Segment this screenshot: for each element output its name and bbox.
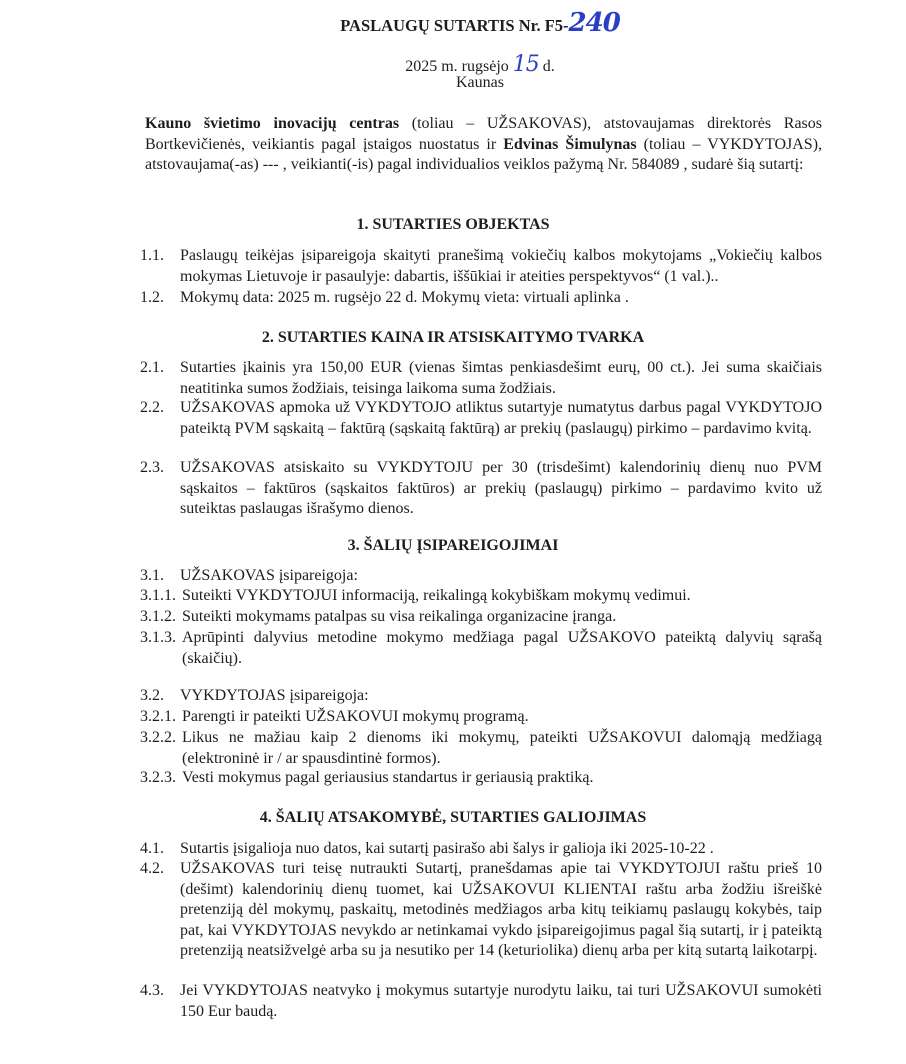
handwritten-day: 15 <box>512 52 539 77</box>
clause <box>140 768 822 789</box>
clause-text: Mokymų data: 2025 m. rugsėjo 22 d. Mokymų vieta: virtuali aplinka . <box>180 289 629 306</box>
clause <box>140 398 822 439</box>
clause-number: 2.1. <box>140 359 164 376</box>
clause-text: UŽSAKOVAS turi teisę nutraukti Sutartį, pranešdamas apie tai VYKDYTOJUI raštu prieš 10 (dešimt) kalendorinių dienų tuomet, kai UŽSAKOVUI KLIENTAI raštu arba žodžiu išreiškė pretenziją dėl mokymų, paskaitų, metodinės medžiagos arba kitų teikiamų paslaugų kokybės, taip pat, kai VYKDYTOJAS nevykdo ar netinkamai vykdo įsipareigojimus pagal šią sutartį, ir į pateiktą pretenziją neatsižvelgė arba su ja nesutiko per 14 (keturiolika) dienų arba per kitą sutartą laikotarpį. <box>180 860 822 959</box>
clause-text: UŽSAKOVAS atsiskaito su VYKDYTOJU per 30 (trisdešimt) kalendorinių dienų nuo PVM sąskaitos – faktūros (sąskaitos faktūros) ar prekių (paslaugų) pirkimo – pardavimo kvito už suteiktas paslaugas išrašymo dienos. <box>180 459 822 517</box>
clause-number: 3.2. <box>140 687 164 704</box>
section-heading: 3. ŠALIŲ ĮSIPAREIGOJIMAI <box>347 537 559 554</box>
clause <box>140 566 822 587</box>
date-suffix: d. <box>542 58 555 75</box>
section-heading: 4. ŠALIŲ ATSAKOMYBĖ, SUTARTIES GALIOJIMAS <box>259 809 647 826</box>
clause <box>140 686 822 707</box>
clause <box>140 707 822 728</box>
clause-text: Jei VYKDYTOJAS neatvyko į mokymus sutartyje nurodytu laiku, tai turi UŽSAKOVUI sumokėti 150 Eur baudą. <box>180 982 822 1020</box>
clause <box>140 981 822 1022</box>
clause <box>140 859 822 962</box>
party-name: Edvinas Šimulynas <box>503 135 637 153</box>
clause <box>140 458 822 520</box>
clause-number: 3.1.3. <box>140 629 176 646</box>
intro-text: (toliau – UŽSAKOVAS), atstovaujamas direktorės Rasos Bortkevičienės, veikiantis pagal įstaigos nuostatus ir <box>145 115 822 153</box>
clause-number: 3.1.1. <box>140 587 176 604</box>
clause-number: 4.3. <box>140 982 164 999</box>
clause-number: 3.1.2. <box>140 608 176 625</box>
clause-text: Suteikti mokymams patalpas su visa reikalinga organizacine įranga. <box>182 608 617 625</box>
clause-number: 2.2. <box>140 399 164 416</box>
section-heading: 1. SUTARTIES OBJEKTAS <box>356 216 550 233</box>
intro-paragraph <box>145 114 822 176</box>
clause-number: 4.1. <box>140 840 164 857</box>
clause <box>140 358 822 399</box>
clause-text: Sutartis įsigalioja nuo datos, kai sutartį pasirašo abi šalys ir galioja iki 2025-10-22 . <box>180 840 714 857</box>
clause <box>140 246 822 287</box>
clause-text: Paslaugų teikėjas įsipareigoja skaityti pranešimą vokiečių kalbos mokytojams „Vokiečių kalbos mokymas Lietuvoje ir pasaulyje: dabartis, iššūkiai ir ateities perspektyvos“ (1 val.).. <box>180 247 822 285</box>
clause-number: 4.2. <box>140 860 164 877</box>
clause-text: Vesti mokymus pagal geriausius standartus ir geriausią praktiką. <box>182 769 594 786</box>
handwritten-contract-number: 240 <box>568 8 620 38</box>
contract-title <box>0 8 906 38</box>
clause-text: Likus ne mažiau kaip 2 dienoms iki mokymų, pateikti UŽSAKOVUI dalomąją medžiagą (elektroninė ir / ar spausdintinė formos). <box>182 729 822 767</box>
clause <box>140 628 822 669</box>
clause <box>140 586 822 607</box>
clause-number: 3.2.1. <box>140 708 176 725</box>
clause-text: VYKDYTOJAS įsipareigoja: <box>180 687 369 704</box>
clause-text: Aprūpinti dalyvius metodine mokymo medžiaga pagal UŽSAKOVO pateiktą dalyvių sąrašą (skaičių). <box>182 629 822 667</box>
clause-text: Sutarties įkainis yra 150,00 EUR (vienas šimtas penkiasdešimt eurų, 00 ct.). Jei suma skaičiais neatitinka sumos žodžiais, teisinga laikoma suma žodžiais. <box>180 359 822 397</box>
clause <box>140 728 822 769</box>
clause <box>140 839 822 860</box>
clause <box>140 607 822 628</box>
clause-text: UŽSAKOVAS apmoka už VYKDYTOJO atliktus sutartyje numatytus darbus pagal VYKDYTOJO pateiktą PVM sąskaitą – faktūrą (sąskaitą faktūrą) ar prekių (paslaugų) pirkimo – pardavimo kvitą. <box>180 399 822 437</box>
clause-text: Suteikti VYKDYTOJUI informaciją, reikalingą kokybiškam mokymų vedimui. <box>182 587 691 604</box>
title-text: PASLAUGŲ SUTARTIS Nr. F5- <box>340 16 569 35</box>
date-prefix: 2025 m. rugsėjo <box>405 58 509 75</box>
party-name: Kauno švietimo inovacijų centras <box>145 115 400 132</box>
clause-number: 1.1. <box>140 247 164 264</box>
clause-text: UŽSAKOVAS įsipareigoja: <box>180 567 358 584</box>
clause-number: 1.2. <box>140 289 164 306</box>
section-heading: 2. SUTARTIES KAINA IR ATSISKAITYMO TVARKA <box>261 329 645 346</box>
intro-text: (toliau – VYKDYTOJAS), atstovaujama(-as) --- , veikianti(-is) pagal individualios veiklos pažymą Nr. 584089 , sudarė šią sutartį: <box>145 135 823 173</box>
clause-number: 3.2.2. <box>140 729 176 746</box>
clause-number: 3.1. <box>140 567 164 584</box>
clause <box>140 288 822 309</box>
contract-city: Kaunas <box>456 74 504 91</box>
clause-number: 3.2.3. <box>140 769 176 786</box>
clause-text: Parengti ir pateikti UŽSAKOVUI mokymų programą. <box>182 708 529 725</box>
clause-number: 2.3. <box>140 459 164 476</box>
